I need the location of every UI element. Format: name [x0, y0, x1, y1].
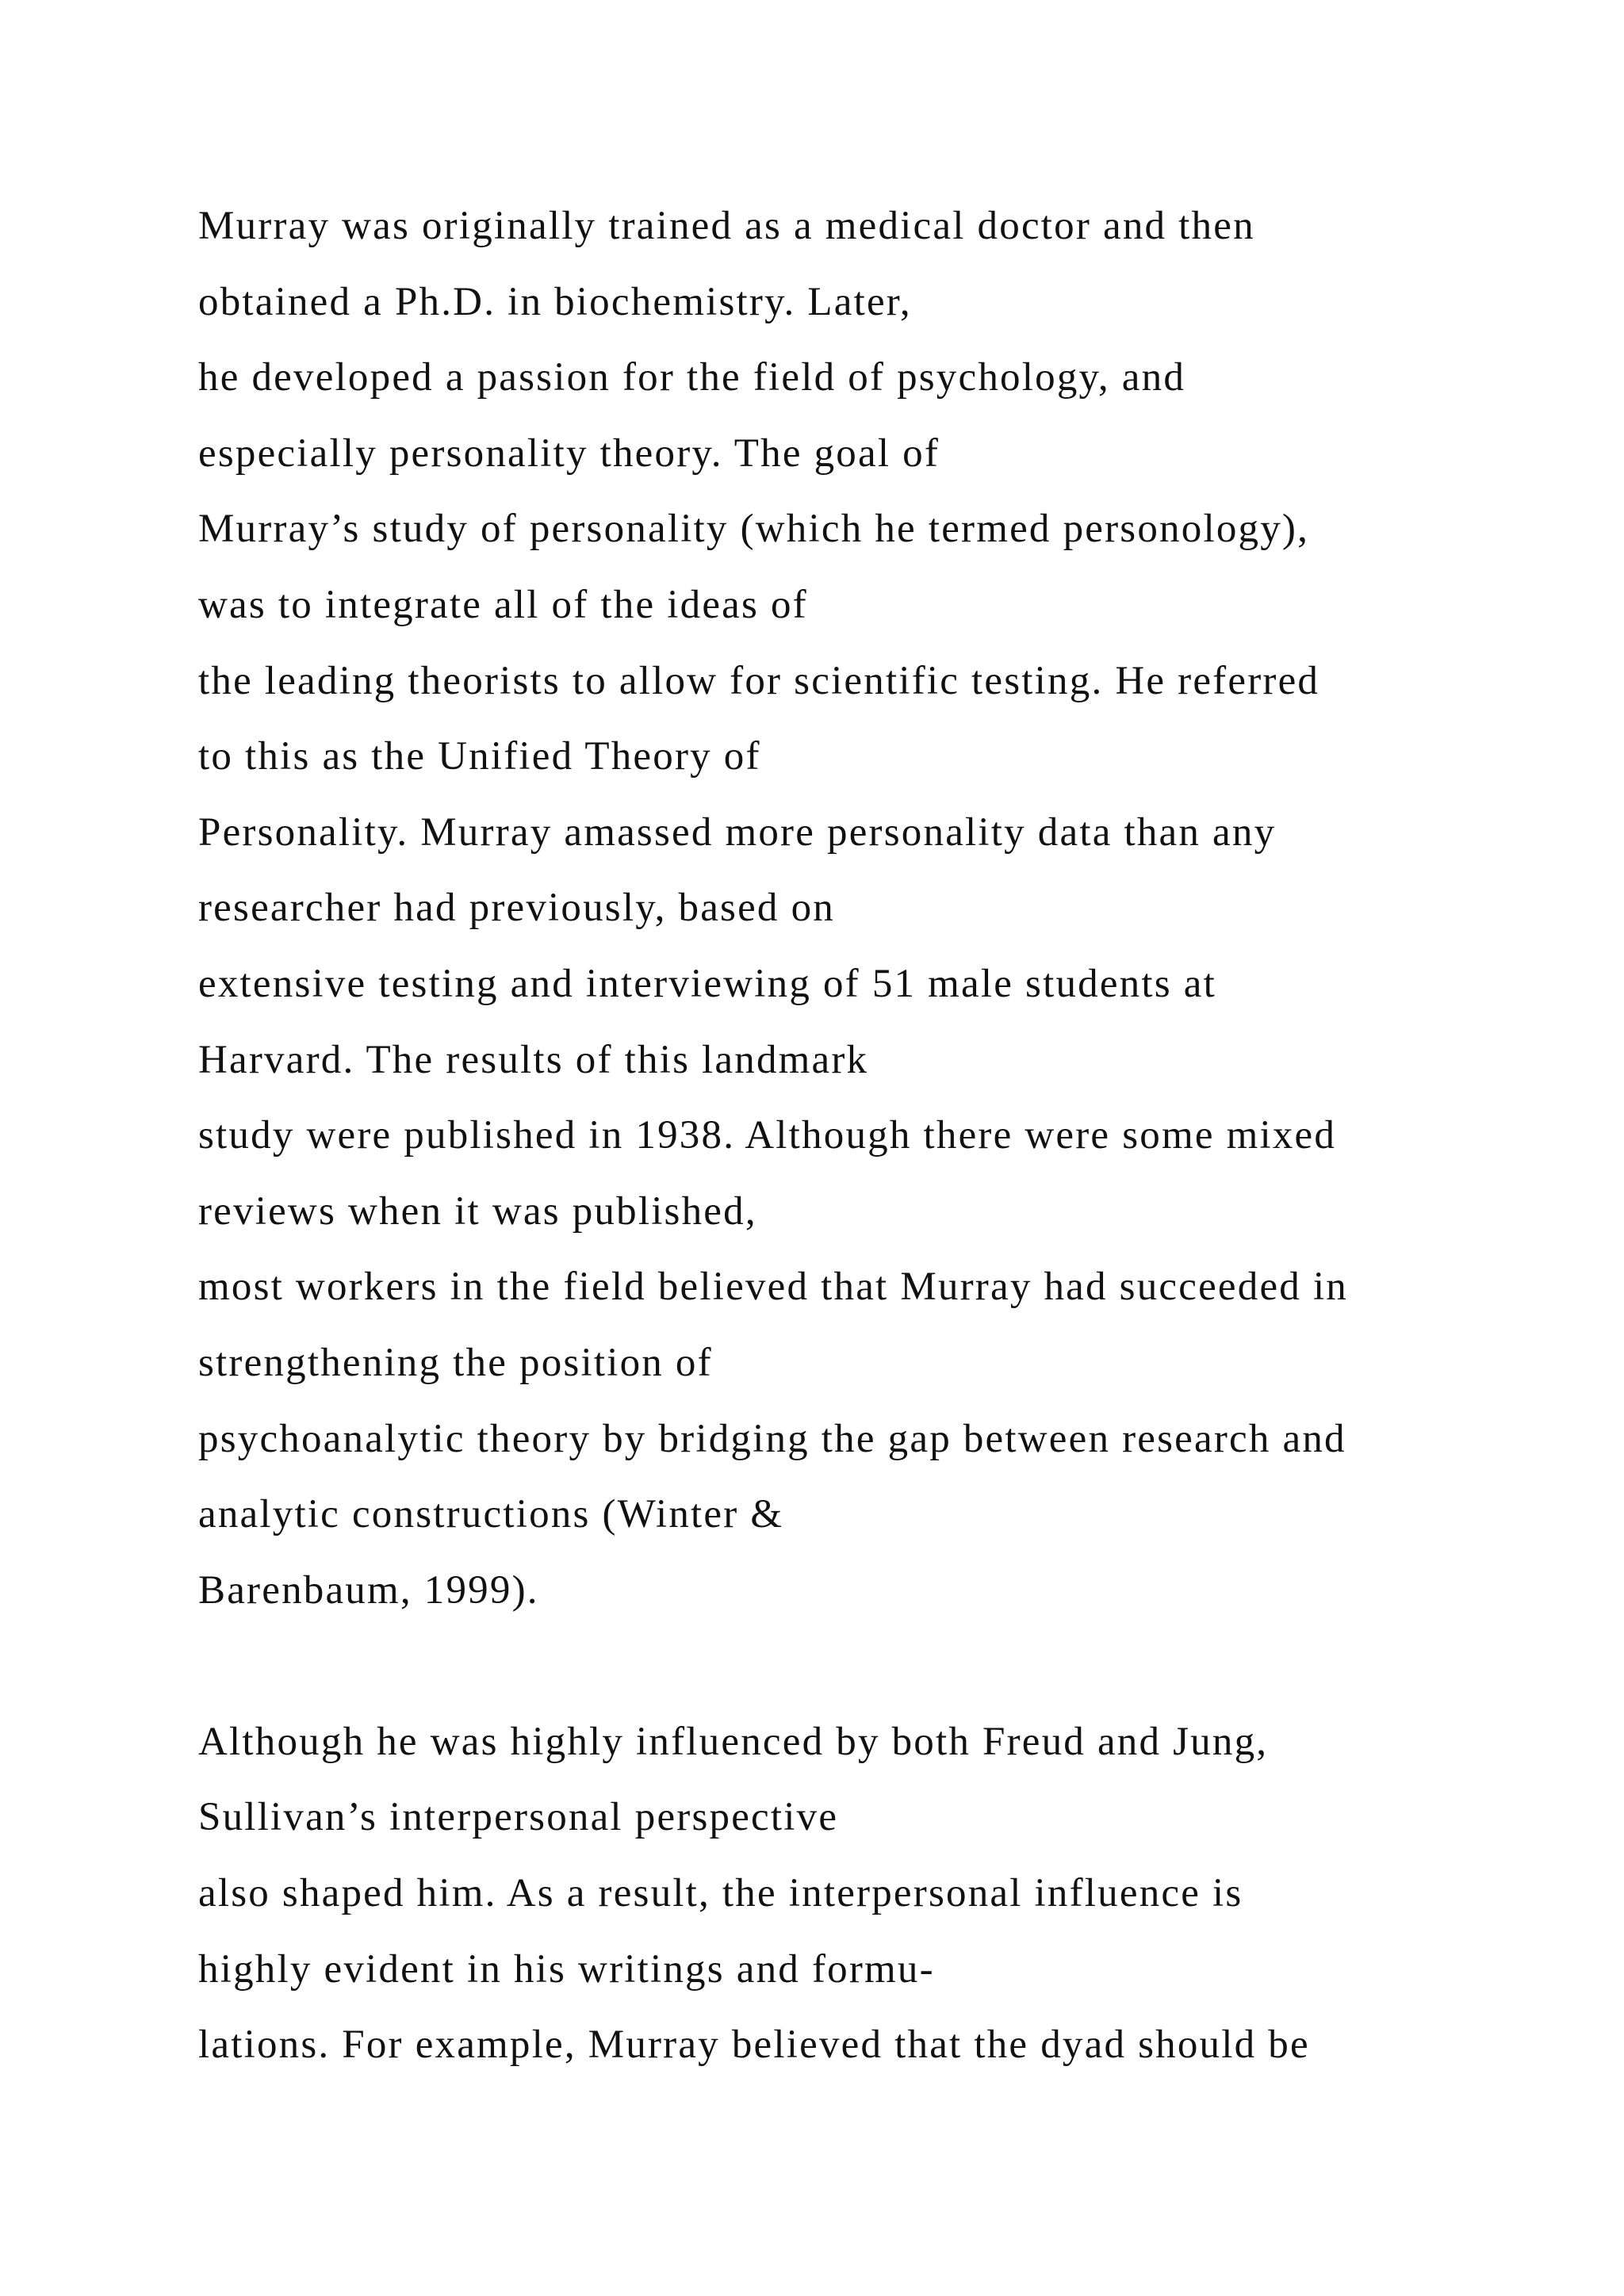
text-line: Barenbaum, 1999). — [198, 1567, 539, 1613]
text-line: researcher had previously, based on — [198, 886, 835, 931]
text-line: strengthening the position of — [198, 1340, 713, 1385]
text-line: was to integrate all of the ideas of — [198, 582, 808, 627]
text-line: especially personality theory. The goal of — [198, 430, 940, 476]
text-line: most workers in the field believed that Murray had succeeded in — [198, 1265, 1349, 1310]
text-line: the leading theorists to allow for scientific testing. He referred — [198, 658, 1320, 703]
text-line: lations. For example, Murray believed that the dyad should be — [198, 2022, 1310, 2068]
text-line: obtained a Ph.D. in biochemistry. Later, — [198, 279, 912, 324]
text-line: Sullivan’s interpersonal perspective — [198, 1795, 839, 1840]
paragraph-2 — [198, 1705, 1507, 2084]
text-line: reviews when it was published, — [198, 1188, 757, 1234]
text-line: Murray’s study of personality (which he termed personology), — [198, 507, 1310, 552]
text-line: Murray was originally trained as a medical doctor and then — [198, 204, 1255, 248]
text-line: highly evident in his writings and formu- — [198, 1946, 935, 1992]
text-line: study were published in 1938. Although there were some mixed — [198, 1113, 1337, 1158]
text-line: also shaped him. As a result, the interpersonal influence is — [198, 1871, 1243, 1916]
text-line: analytic constructions (Winter & — [198, 1492, 784, 1537]
text-line: he developed a passion for the field of psychology, and — [198, 355, 1186, 400]
paragraph-spacer — [198, 1628, 1507, 1705]
text-line: to this as the Unified Theory of — [198, 734, 761, 779]
paragraph-1 — [198, 189, 1507, 1628]
text-line: Although he was highly influenced by both Freud and Jung, — [198, 1719, 1269, 1764]
document-page — [198, 189, 1507, 2084]
text-line: extensive testing and interviewing of 51 male students at — [198, 961, 1216, 1006]
text-line: Harvard. The results of this landmark — [198, 1037, 869, 1082]
text-line: psychoanalytic theory by bridging the gap between research and — [198, 1416, 1346, 1461]
text-line: Personality. Murray amassed more personality data than any — [198, 809, 1277, 855]
